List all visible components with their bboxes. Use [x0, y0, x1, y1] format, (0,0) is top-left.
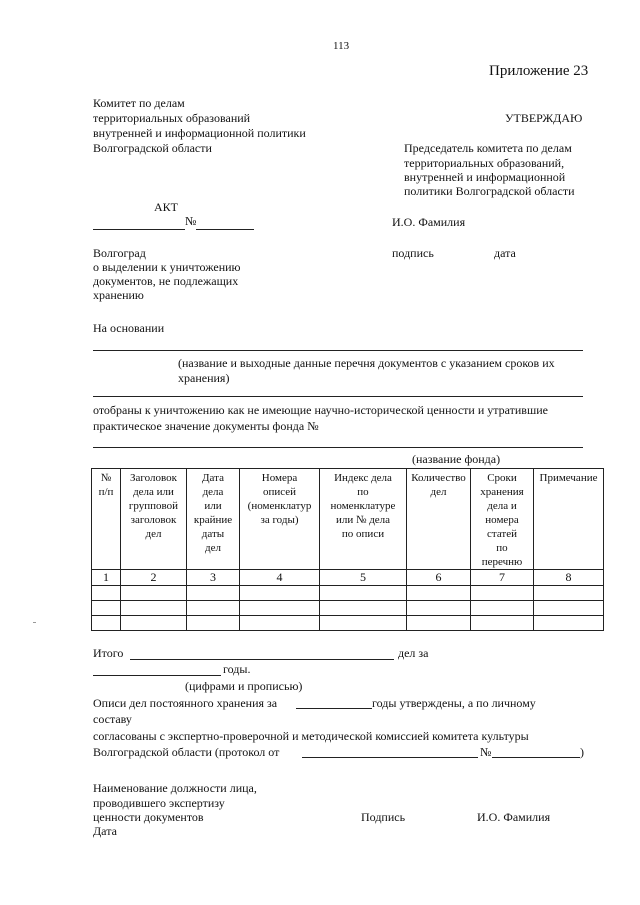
inventory-line-1a: Описи дел постоянного хранения за: [93, 696, 278, 710]
header-line: Номера: [261, 472, 298, 484]
table-row: [92, 601, 604, 616]
basis-hint-1: (название и выходные данные перечня документов с указанием сроков их: [178, 356, 555, 370]
table-cell[interactable]: [121, 586, 187, 601]
protocol-close: ): [580, 745, 584, 759]
footer-date: Дата: [93, 824, 117, 838]
header-line: дел: [205, 542, 221, 554]
basis-label: На основании: [93, 321, 165, 335]
act-subject-1: о выделении к уничтожению: [93, 260, 241, 274]
inventory-line-2: составу: [93, 712, 132, 726]
header-line: или № дела: [335, 514, 391, 526]
header-cell-title: [121, 469, 187, 570]
org-line-4: Волгоградской области: [93, 141, 212, 155]
header-cell-date: [187, 469, 240, 570]
header-cell-number: [92, 469, 121, 570]
header-line: (номенклатур: [247, 500, 312, 512]
header-line: номенклатуре: [330, 500, 396, 512]
table-cell[interactable]: [240, 586, 320, 601]
table-cell[interactable]: [187, 616, 240, 631]
act-number-line: [196, 229, 254, 230]
protocol-date-line: [302, 757, 478, 758]
act-date-line: [93, 229, 185, 230]
header-line: дела: [202, 486, 224, 498]
table-cell: 2: [121, 570, 187, 586]
act-number-sign: №: [185, 214, 197, 228]
header-line: дел: [145, 528, 162, 540]
header-line: статей: [487, 528, 517, 540]
basis-line-1: [93, 350, 583, 351]
table-cell[interactable]: [534, 601, 604, 616]
fund-hint: (название фонда): [412, 452, 501, 466]
protocol-number-sign: №: [480, 745, 492, 759]
total-line: [130, 659, 394, 660]
table-cell[interactable]: [407, 616, 471, 631]
header-line: дел: [430, 486, 447, 498]
header-line: описей: [262, 486, 297, 498]
footer-position-1: Наименование должности лица,: [93, 781, 257, 795]
header-line: по: [496, 542, 508, 554]
approve-line-2: территориальных образований,: [404, 156, 565, 170]
header-line: перечню: [481, 556, 523, 568]
header-line: Дата: [202, 472, 224, 484]
header-line: даты: [201, 528, 225, 540]
footer-position-3: ценности документов: [93, 810, 204, 824]
approve-line-3: внутренней и информационной: [404, 170, 566, 184]
total-cases-for: дел за: [398, 646, 429, 660]
cases-table: [91, 468, 604, 631]
table-cell: 4: [240, 570, 320, 586]
table-cell[interactable]: [320, 616, 407, 631]
footer-name: И.О. Фамилия: [477, 810, 551, 824]
approve-title: УТВЕРЖДАЮ: [505, 111, 583, 125]
approve-line-1: Председатель комитета по делам: [404, 141, 572, 155]
inventory-line-4a: Волгоградской области (протокол от: [93, 745, 280, 759]
appendix-label: Приложение 23: [489, 63, 589, 79]
header-line: крайние: [193, 514, 233, 526]
total-years-line: [93, 675, 221, 676]
header-line: Примечание: [539, 472, 598, 484]
table-cell[interactable]: [121, 616, 187, 631]
act-subject-3: хранению: [93, 288, 144, 302]
fund-line: [93, 447, 583, 448]
header-line: номера: [485, 514, 519, 526]
protocol-number-line: [492, 757, 580, 758]
header-line: №: [100, 472, 112, 484]
table-cell: 8: [534, 570, 604, 586]
table-cell[interactable]: [320, 586, 407, 601]
header-line: Заголовок: [130, 472, 177, 484]
table-cell[interactable]: [240, 616, 320, 631]
header-cell-note: [534, 469, 604, 570]
table-cell[interactable]: [187, 586, 240, 601]
header-line: хранения: [480, 486, 524, 498]
header-line: Сроки: [487, 472, 517, 484]
header-line: по: [357, 486, 369, 498]
header-cell-count: [407, 469, 471, 570]
inventory-years-line: [296, 708, 372, 709]
header-cell-terms: [471, 469, 534, 570]
header-line: дела и: [487, 500, 517, 512]
margin-mark: [33, 622, 36, 623]
table-cell: 6: [407, 570, 471, 586]
total-hint: (цифрами и прописью): [185, 679, 303, 693]
header-line: заголовок: [130, 514, 177, 526]
approve-line-4: политики Волгоградской области: [404, 184, 575, 198]
total-years: годы.: [223, 662, 251, 676]
table-row: [92, 616, 604, 631]
basis-line-2: [93, 396, 583, 397]
table-header-row: [92, 469, 604, 570]
table-cell[interactable]: [407, 601, 471, 616]
table-cell: 1: [92, 570, 121, 586]
table-cell[interactable]: [320, 601, 407, 616]
header-line: п/п: [98, 486, 114, 498]
header-line: Индекс дела: [334, 472, 392, 484]
approve-date-label: дата: [494, 246, 516, 260]
table-cell[interactable]: [92, 616, 121, 631]
header-cell-index: [320, 469, 407, 570]
header-cell-inventory: [240, 469, 320, 570]
table-cell[interactable]: [92, 586, 121, 601]
table-cell[interactable]: [471, 601, 534, 616]
approve-name: И.О. Фамилия: [392, 215, 466, 229]
header-line: дела или: [133, 486, 174, 498]
org-line-3: внутренней и информационной политики: [93, 126, 306, 140]
header-line: за годы): [260, 514, 299, 526]
footer-signature: Подпись: [361, 810, 406, 824]
header-line: групповой: [128, 500, 179, 512]
table-cell[interactable]: [240, 601, 320, 616]
table-numbers-row: [92, 570, 604, 586]
org-line-2: территориальных образований: [93, 111, 251, 125]
table-cell: 5: [320, 570, 407, 586]
header-line: или: [204, 500, 222, 512]
footer-position-2: проводившего экспертизу: [93, 796, 225, 810]
table-row: [92, 586, 604, 601]
approve-signature-label: подпись: [392, 246, 434, 260]
table-cell: 3: [187, 570, 240, 586]
org-line-1: Комитет по делам: [93, 96, 185, 110]
act-title: АКТ: [154, 200, 178, 214]
table-cell[interactable]: [471, 586, 534, 601]
act-city: Волгоград: [93, 246, 146, 260]
table-cell[interactable]: [187, 601, 240, 616]
basis-text-2: практическое значение документы фонда №: [93, 419, 319, 433]
table-cell[interactable]: [534, 616, 604, 631]
table-cell[interactable]: [92, 601, 121, 616]
header-line: Количество: [411, 472, 466, 484]
inventory-line-1b: годы утверждены, а по личному: [372, 696, 536, 710]
table-cell: 7: [471, 570, 534, 586]
table-cell[interactable]: [121, 601, 187, 616]
page-number: 113: [333, 40, 350, 52]
table-cell[interactable]: [534, 586, 604, 601]
act-subject-2: документов, не подлежащих: [93, 274, 239, 288]
total-label: Итого: [93, 646, 124, 660]
table-cell[interactable]: [407, 586, 471, 601]
inventory-line-3: согласованы с экспертно-проверочной и методической комиссией комитета культуры: [93, 729, 529, 743]
table-cell[interactable]: [471, 616, 534, 631]
basis-hint-2: хранения): [178, 371, 230, 385]
basis-text-1: отобраны к уничтожению как не имеющие научно-исторической ценности и утратившие: [93, 403, 548, 417]
header-line: по описи: [341, 528, 385, 540]
